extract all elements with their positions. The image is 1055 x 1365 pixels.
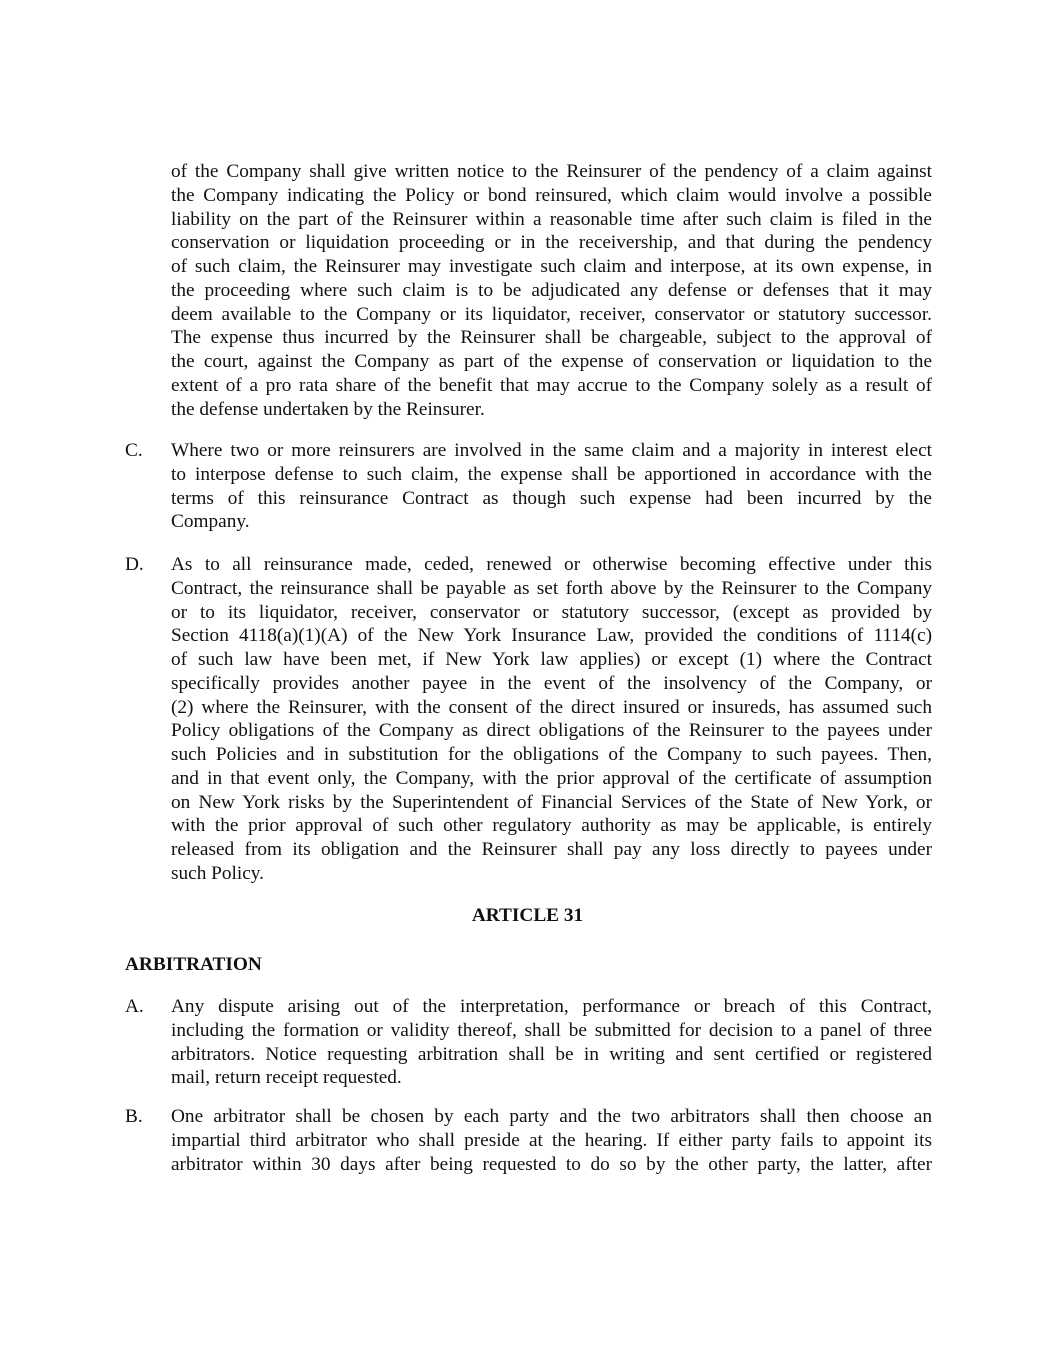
text-line: mail, return receipt requested. xyxy=(171,1067,402,1089)
text-line: and in that event only, the Company, with the prior approval of the certificate of assumption xyxy=(171,767,932,789)
text-line: or to its liquidator, receiver, conservator or statutory successor, (except as provided by xyxy=(171,601,932,623)
text-line: Contract, the reinsurance shall be payable as set forth above by the Reinsurer to the Company xyxy=(171,577,932,599)
section-heading: ARBITRATION xyxy=(125,954,262,975)
paragraph-arbitration-a xyxy=(171,995,932,1090)
paragraph-continuation xyxy=(171,160,932,421)
text-line: released from its obligation and the Reinsurer shall pay any loss directly to payees under xyxy=(171,839,932,860)
text-line: One arbitrator shall be chosen by each party and the two arbitrators shall then choose an xyxy=(171,1106,932,1127)
text-line: of such law have been met, if New York law applies) or except (1) where the Contract xyxy=(171,649,932,670)
text-line: impartial third arbitrator who shall preside at the hearing. If either party fails to appoint its xyxy=(171,1129,932,1151)
text-line: on New York risks by the Superintendent of Financial Services of the State of New York, or xyxy=(171,791,932,813)
paragraph-c xyxy=(171,439,932,534)
text-line: The expense thus incurred by the Reinsurer shall be chargeable, subject to the approval of xyxy=(171,327,932,349)
text-line: arbitrator within 30 days after being requested to do so by the other party, the latter, after xyxy=(171,1153,932,1175)
text-line: the proceeding where such claim is to be adjudicated any defense or defenses that it may xyxy=(171,279,932,301)
text-line: with the prior approval of such other regulatory authority as may be applicable, is entirely xyxy=(171,815,932,837)
text-line: Any dispute arising out of the interpretation, performance or breach of this Contract, xyxy=(171,996,932,1017)
paragraph-label: C. xyxy=(125,440,143,461)
text-line: liability on the part of the Reinsurer within a reasonable time after such claim is filed in the xyxy=(171,208,932,230)
text-line: Policy obligations of the Company as direct obligations of the Reinsurer to the payees under xyxy=(171,720,932,742)
text-line: such Policies and in substitution for the obligations of the Company to such payees. Then, xyxy=(171,744,932,765)
text-line: deem available to the Company or its liquidator, receiver, conservator or statutory successor. xyxy=(171,303,932,325)
text-line: conservation or liquidation proceeding or in the receivership, and that during the pendency xyxy=(171,232,932,254)
text-line: to interpose defense to such claim, the expense shall be apportioned in accordance with the xyxy=(171,463,932,485)
text-line: extent of a pro rata share of the benefit that may accrue to the Company solely as a result of xyxy=(171,374,932,396)
paragraph-arbitration-b xyxy=(171,1105,932,1176)
text-line: Where two or more reinsurers are involved in the same claim and a majority in interest elect xyxy=(171,440,932,461)
text-line: Company. xyxy=(171,511,250,533)
text-line: arbitrators. Notice requesting arbitration shall be in writing and sent certified or registered xyxy=(171,1043,932,1065)
paragraph-label: D. xyxy=(125,554,144,575)
text-line: specifically provides another payee in the event of the insolvency of the Company, or xyxy=(171,672,932,694)
paragraph-label: A. xyxy=(125,996,144,1017)
article-heading: ARTICLE 31 xyxy=(471,905,584,926)
text-line: of such claim, the Reinsurer may investigate such claim and interpose, at its own expense, in xyxy=(171,256,932,277)
text-line: As to all reinsurance made, ceded, renewed or otherwise becoming effective under this xyxy=(171,554,932,575)
text-line: terms of this reinsurance Contract as though such expense had been incurred by the xyxy=(171,487,932,509)
text-line: of the Company shall give written notice to the Reinsurer of the pendency of a claim against xyxy=(171,161,932,182)
text-line: such Policy. xyxy=(171,862,265,884)
text-line: the defense undertaken by the Reinsurer. xyxy=(171,398,485,420)
text-line: including the formation or validity thereof, shall be submitted for decision to a panel of three xyxy=(171,1019,932,1041)
paragraph-d xyxy=(171,553,932,886)
text-line: the court, against the Company as part of the expense of conservation or liquidation to the xyxy=(171,351,932,372)
text-line: (2) where the Reinsurer, with the consent of the direct insured or insureds, has assumed such xyxy=(171,696,932,718)
text-line: the Company indicating the Policy or bond reinsured, which claim would involve a possible xyxy=(171,184,932,206)
paragraph-label: B. xyxy=(125,1106,143,1127)
text-line: Section 4118(a)(1)(A) of the New York Insurance Law, provided the conditions of 1114(c) xyxy=(171,625,932,647)
